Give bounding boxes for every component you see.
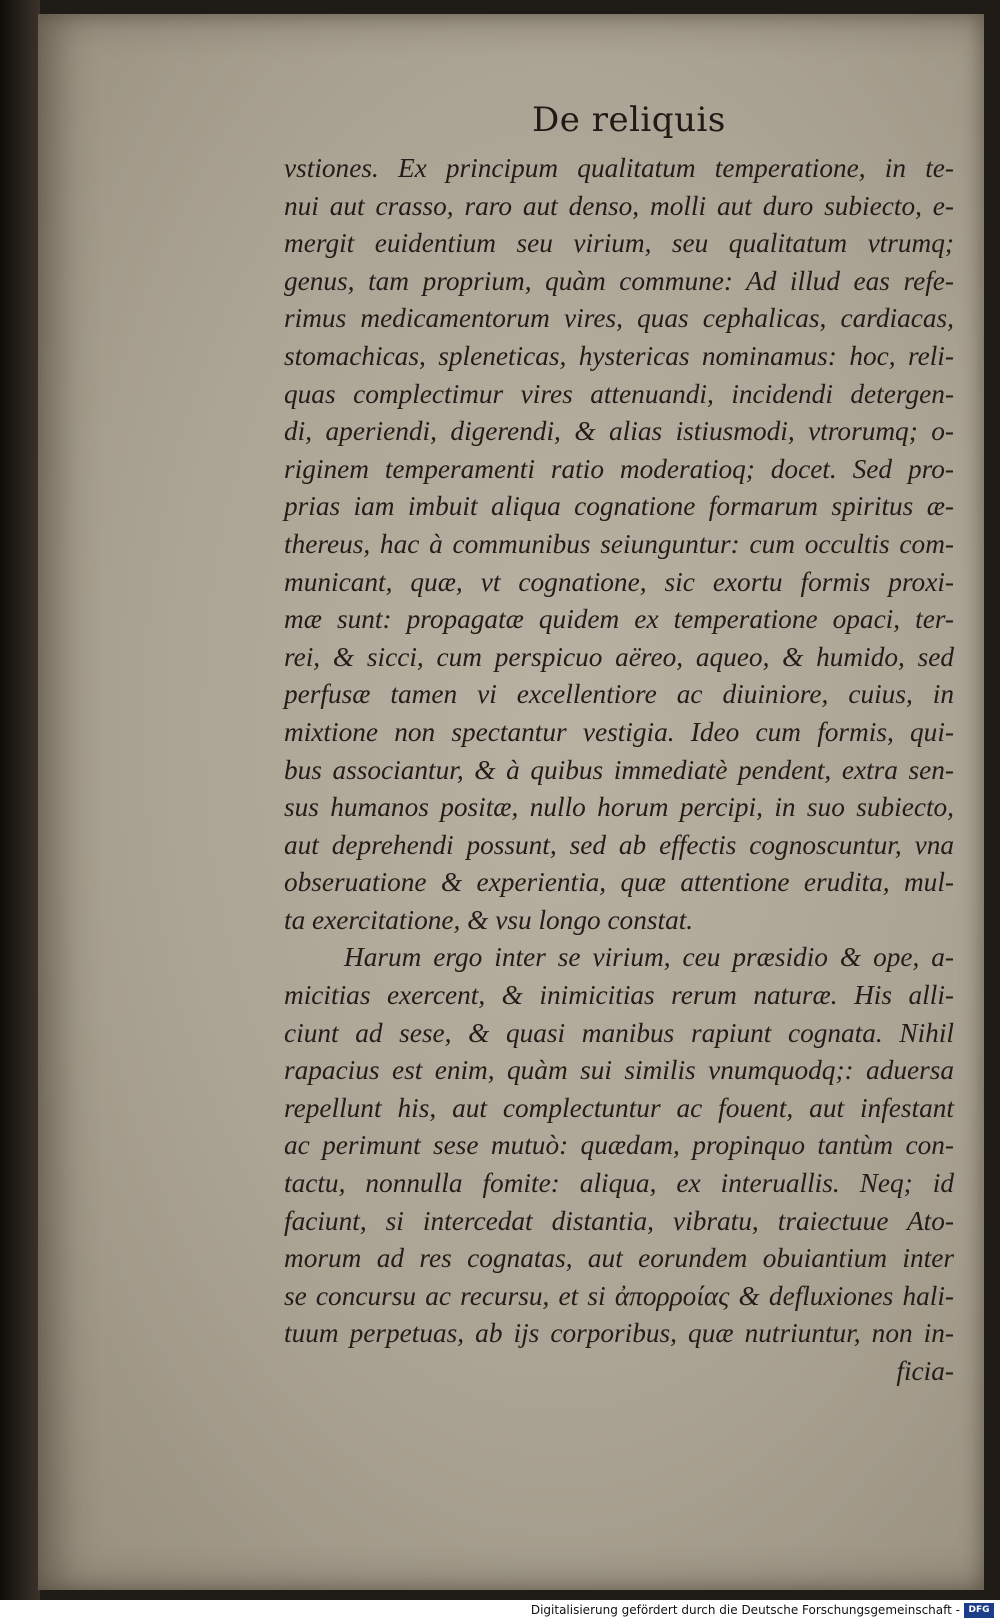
dfg-logo: DFG [964, 1603, 994, 1618]
text-line: tactu, nonnulla fomite: aliqua, ex interuallis. Neq; id [284, 1168, 954, 1199]
text-line: rapacius est enim, quàm sui similis vnumquodq;: aduersa [284, 1055, 954, 1086]
text-line: nui aut crasso, raro aut denso, molli aut duro subiecto, e- [284, 190, 954, 221]
text-line: perfusæ tamen vi excellentiore ac diuiniore, cuius, in [284, 679, 954, 710]
running-head: De reliquis [532, 100, 726, 140]
text-line: mixtione non spectantur vestigia. Ideo cum formis, qui- [284, 716, 954, 747]
text-line: obseruatione & experientia, quæ attentione erudita, mul- [284, 867, 954, 898]
text-line: aut deprehendi possunt, sed ab effectis cognoscuntur, vna [284, 829, 954, 860]
text-line: repellunt his, aut complectuntur ac fouent, aut infestant [284, 1092, 954, 1123]
text-line: vstiones. Ex principum qualitatum temperatione, in te- [284, 153, 954, 183]
paragraph-first-line: Harum ergo inter se virium, ceu præsidio & ope, a- [344, 942, 954, 973]
catchword: ficia- [896, 1356, 954, 1386]
text-line: stomachicas, spleneticas, hystericas nominamus: hoc, reli- [284, 340, 954, 371]
text-line: ac perimunt sese mutuò: quædam, propinquo tantùm con- [284, 1130, 954, 1161]
text-line: ciunt ad sese, & quasi manibus rapiunt cognata. Nihil [284, 1017, 954, 1048]
text-line: prias iam imbuit aliqua cognatione formarum spiritus æ- [284, 491, 954, 522]
text-line: rei, & sicci, cum perspicuo aëreo, aqueo, & humido, sed [284, 641, 954, 672]
text-line: micitias exercent, & inimicitias rerum naturæ. His alli- [284, 980, 954, 1011]
text-line: tuum perpetuas, ab ijs corporibus, quæ nutriuntur, non in- [284, 1318, 954, 1349]
footer-bar [0, 1600, 1000, 1622]
text-line: riginem temperamenti ratio moderatioq; docet. Sed pro- [284, 453, 954, 484]
text-line: di, aperiendi, digerendi, & alias istiusmodi, vtrorumq; o- [284, 416, 954, 447]
text-line: ta exercitatione, & vsu longo constat. [284, 904, 694, 935]
text-line: municant, quæ, vt cognatione, sic exortu formis proxi- [284, 566, 954, 597]
text-line: morum ad res cognatas, aut eorundem obuiantium inter [284, 1243, 954, 1274]
book-spine-edge [0, 0, 40, 1600]
text-line: mergit euidentium seu virium, seu qualitatum vtrumq; [284, 228, 954, 259]
text-line: mæ sunt: propagatæ quidem ex temperatione opaci, ter- [284, 604, 954, 635]
text-line: faciunt, si intercedat distantia, vibratu, traiectuue Ato- [284, 1205, 954, 1236]
text-line: thereus, hac à communibus seiunguntur: cum occultis com- [284, 528, 954, 559]
body-text [284, 150, 954, 1391]
funding-note: Digitalisierung gefördert durch die Deutsche Forschungsgemeinschaft - [530, 1603, 960, 1617]
text-line: bus associantur, & à quibus immediatè pendent, extra sen- [284, 754, 954, 785]
text-line: quas complectimur vires attenuandi, incidendi detergen- [284, 378, 954, 409]
text-line: se concursu ac recursu, et si ἀπορροίας & defluxiones hali- [284, 1280, 954, 1311]
text-line: sus humanos positæ, nullo horum percipi, in suo subiecto, [284, 792, 954, 823]
text-line: rimus medicamentorum vires, quas cephalicas, cardiacas, [284, 303, 954, 334]
text-line: genus, tam proprium, quàm commune: Ad illud eas refe- [284, 265, 954, 296]
